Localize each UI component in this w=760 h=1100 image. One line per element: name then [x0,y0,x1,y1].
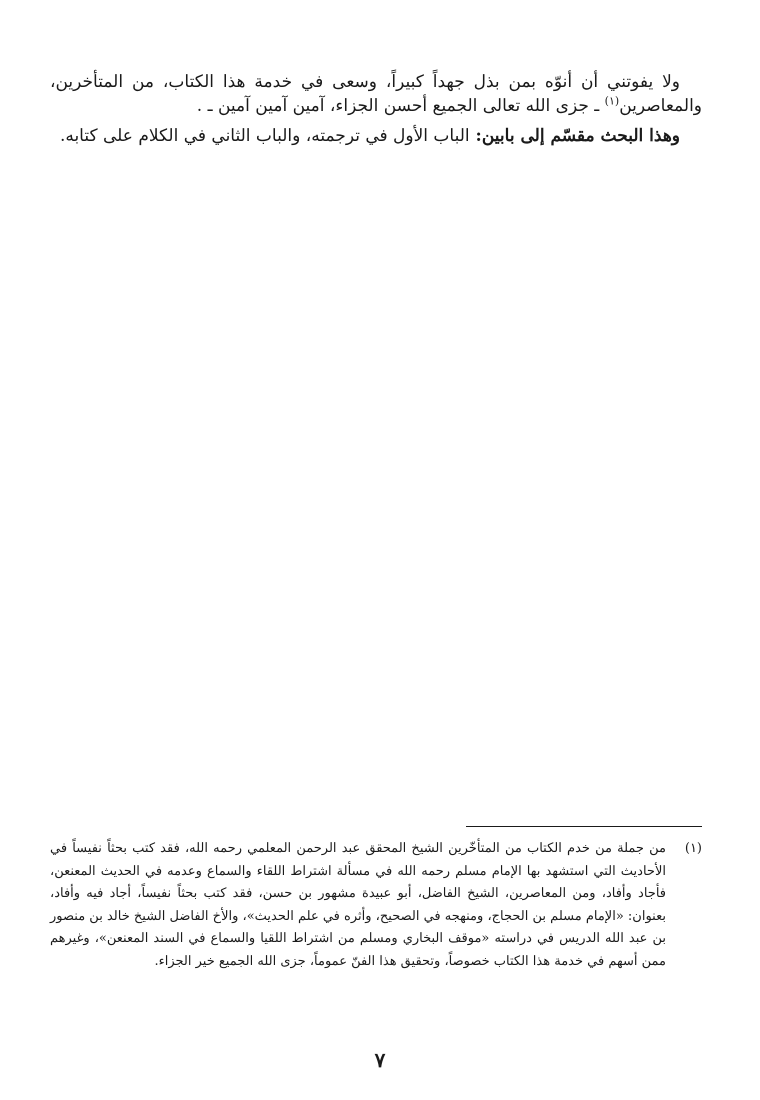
footnotes [50,838,702,973]
footnote [50,838,702,973]
paragraph-1-text: ولا يفوتني أن أنوّه بمن بذل جهداً كبيراً، وسعى في خدمة هذا الكتاب، من المتأخرين، والمعاصرين [50,72,702,116]
page-number: ٧ [374,1048,386,1072]
paragraph-1 [50,70,702,118]
paragraph-2-text: الباب الأول في ترجمته، والباب الثاني في الكلام على كتابه. [59,126,470,146]
footnote-marker: (١) [684,841,702,856]
paragraph-2 [50,124,702,148]
footnote-separator [466,826,702,827]
body-text [50,70,702,154]
footnote-text: من جملة من خدم الكتاب من المتأخّرين الشيخ المحقق عبد الرحمن المعلمي رحمه الله، فقد كتب بحثاً نفيساً في الأحاديث التي استشهد بها الإمام مسلم رحمه الله في مسألة اشتراط اللقاء والسماع وعدمه في الحديث المعنعن، فأجاد وأفاد، ومن المعاصرين، الشيخ الفاضل، أبو عبيدة مشهور بن حسن، فقد كتب بحثاً نفيساً، أجاد فيه وأفاد، بعنوان: «الإمام مسلم بن الحجاج، ومنهجه في الصحيح، وأثره في علم الحديث»، والأخ الفاضل الشيخ خالد بن منصور بن عبد الله الدريس في دراسته «موقف البخاري ومسلم من اشتراط اللقيا والسماع في السند المعنعن»، وغيرهم ممن أسهم في خدمة هذا الكتاب خصوصاً، وتحقيق هذا الفنّ عموماً، جزى الله الجميع خير الجزاء. [50,841,666,969]
footnote-reference[interactable]: (١) [604,94,620,108]
paragraph-2-lead: وهذا البحث مقسّم إلى بابين: [469,126,680,146]
paragraph-1-tail: ـ جزى الله تعالى الجميع أحسن الجزاء، آمين آمين آمين ـ . [196,96,605,116]
